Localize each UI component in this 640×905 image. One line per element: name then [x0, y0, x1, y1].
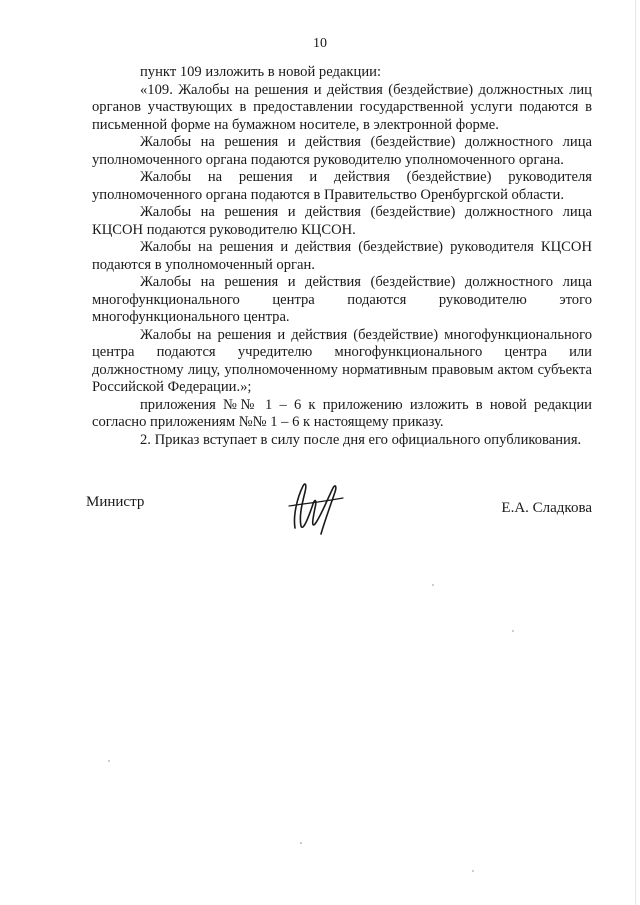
paragraph-7: Жалобы на решения и действия (бездействие) должностного лица многофункционального центра подаются руководителю этого многофункционального центра. — [92, 274, 592, 325]
paragraph-5: Жалобы на решения и действия (бездействие) должностного лица КЦСОН подаются руководителю КЦСОН. — [92, 204, 592, 238]
document-body — [92, 64, 592, 449]
paragraph-9: приложения №№ 1 – 6 к приложению изложить в новой редакции согласно приложениям №№ 1 – 6 к настоящему приказу. — [92, 396, 592, 430]
scan-speck — [108, 760, 110, 762]
scan-speck — [512, 630, 514, 632]
paragraph-10: 2. Приказ вступает в силу после дня его официального опубликования. — [140, 431, 582, 448]
scan-speck — [300, 842, 302, 844]
paragraph-6: Жалобы на решения и действия (бездействие) руководителя КЦСОН подаются в уполномоченный орган. — [92, 239, 592, 273]
signatory-title: Министр — [86, 494, 145, 510]
paragraph-8: Жалобы на решения и действия (бездействие) многофункционального центра подаются учредителю многофункционального центра или должностному лицу, уполномоченному нормативным правовым актом субъекта Российской Федерации.»; — [92, 326, 592, 395]
scan-speck — [432, 584, 434, 586]
handwritten-signature-icon — [281, 476, 351, 540]
signature-block — [86, 482, 592, 542]
paragraph-4: Жалобы на решения и действия (бездействие) руководителя уполномоченного органа подаются в Правительство Оренбургской области. — [92, 169, 592, 203]
paragraph-1: пункт 109 изложить в новой редакции: — [140, 64, 381, 80]
signatory-name: Е.А. Сладкова — [501, 500, 592, 516]
page-number: 10 — [313, 36, 327, 51]
scan-speck — [472, 870, 474, 872]
scan-edge — [635, 0, 636, 905]
paragraph-3: Жалобы на решения и действия (бездействие) должностного лица уполномоченного органа подаются руководителю уполномоченного органа. — [92, 134, 592, 168]
paragraph-2: «109. Жалобы на решения и действия (бездействие) должностных лиц органов участвующих в предоставлении государственной услуги подаются в письменной форме на бумажном носителе, в электронной форме. — [92, 81, 592, 133]
